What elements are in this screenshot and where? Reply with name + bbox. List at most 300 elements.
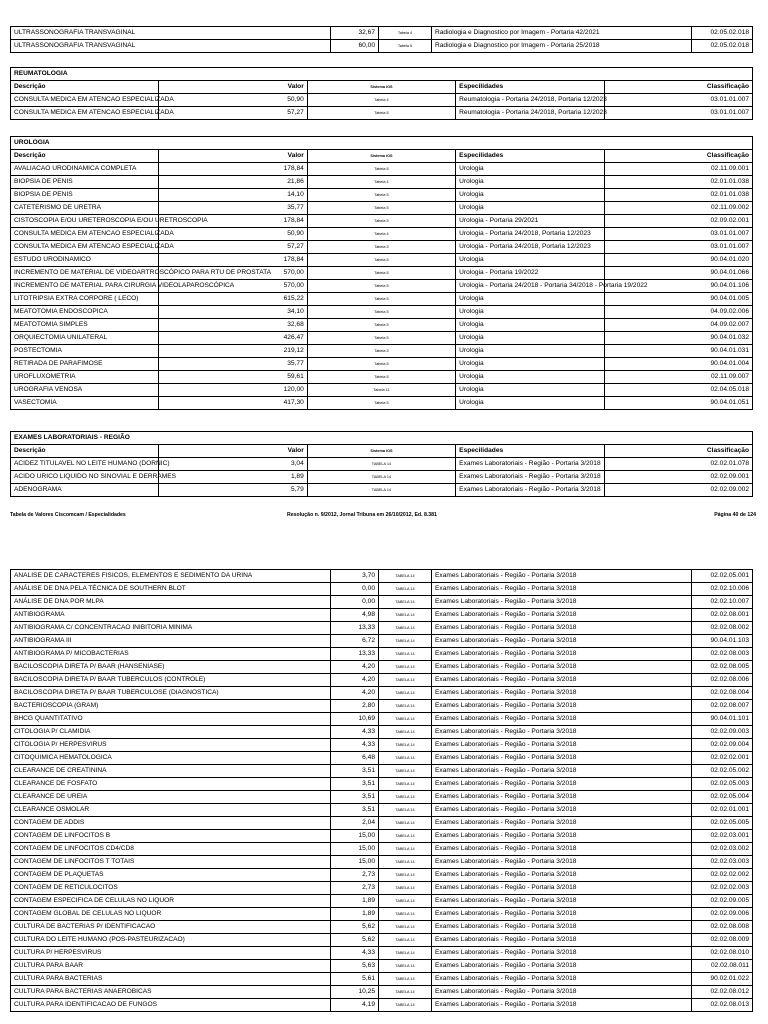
cell-descricao: CULTURA PARA BACTERIAS ANAEROBICAS [11,986,331,999]
cell-valor: 4,19 [331,999,379,1012]
cell-tabela: Tabela 4 [307,176,455,189]
cell-descricao: CONTAGEM ESPECIFICA DE CELULAS NO LIQUOR [11,895,331,908]
cell-tabela: TABELA 14 [379,791,432,804]
table-row [11,739,753,752]
cell-valor: 1,89 [331,895,379,908]
table-row [11,397,753,410]
cell-especialidades: Exames Laboratoriais - Região - Portaria 3/2018 [432,791,692,804]
cell-especialidades: Exames Laboratoriais - Região - Portaria 3/2018 [432,765,692,778]
cell-tabela: TABELA 14 [379,661,432,674]
cell-descricao: CONSULTA MEDICA EM ATENCAO ESPECIALIZADA [11,228,159,241]
table-row [11,40,753,53]
cell-tabela: Tabela 5 [307,189,455,202]
cell-especialidades: Exames Laboratoriais - Região - Portaria 3/2018 [432,739,692,752]
cell-valor: 219,12 [159,345,307,358]
cell-descricao: ACIDO URICO LIQUIDO NO SINOVIAL E DERRAMES [11,471,159,484]
cell-tabela: TABELA 14 [379,739,432,752]
table-row [11,960,753,973]
table-row [11,228,753,241]
cell-tabela: TABELA 14 [379,817,432,830]
cell-valor: 32,67 [331,27,379,40]
cell-classificacao: 03.01.01.007 [604,107,752,120]
table-row [11,648,753,661]
cell-especialidades: Urologia [456,293,604,306]
table-row [11,94,753,107]
cell-valor: 35,77 [159,358,307,371]
cell-valor: 3,04 [159,458,307,471]
cell-valor: 615,22 [159,293,307,306]
cell-classificacao: 03.01.01.007 [604,228,752,241]
cell-descricao: BIOPSIA DE PENIS [11,189,159,202]
cell-classificacao: 02.02.01.001 [692,804,753,817]
cell-classificacao: 02.02.08.001 [692,609,753,622]
cell-tabela: TABELA 14 [379,973,432,986]
cell-classificacao: 02.02.08.011 [692,960,753,973]
cell-tabela: TABELA 14 [307,458,455,471]
cell-tabela: Tabela 5 [307,280,455,293]
table-row [11,163,753,176]
cell-descricao: CULTURA DE BACTERIAS P/ IDENTIFICACAO [11,921,331,934]
cell-tabela: TABELA 14 [379,596,432,609]
table-reumatologia [10,67,753,120]
cell-especialidades: Urologia [456,306,604,319]
cell-valor: 2,04 [331,817,379,830]
cell-descricao: BACILOSCOPIA DIRETA P/ BAAR TUBERCULOS (CONTROLE) [11,674,331,687]
cell-valor: 15,00 [331,830,379,843]
cell-tabela: TABELA 14 [379,687,432,700]
cell-valor: 3,51 [331,791,379,804]
cell-descricao: CONTAGEM DE LINFOCITOS T TOTAIS [11,856,331,869]
table-row [11,570,753,583]
cell-especialidades: Exames Laboratoriais - Região - Portaria 3/2018 [432,921,692,934]
cell-valor: 4,33 [331,739,379,752]
cell-especialidades: Exames Laboratoriais - Região - Portaria 3/2018 [456,484,604,497]
cell-classificacao: 02.02.02.002 [692,869,753,882]
header-descricao: Descrição [11,445,159,458]
cell-valor: 3,70 [331,570,379,583]
cell-especialidades: Exames Laboratoriais - Região - Portaria 3/2018 [432,635,692,648]
table-row [11,345,753,358]
table-row [11,973,753,986]
cell-classificacao: 02.02.08.003 [692,648,753,661]
cell-tabela: TABELA 14 [379,856,432,869]
cell-descricao: CONTAGEM GLOBAL DE CELULAS NO LIQUOR [11,908,331,921]
cell-classificacao: 02.02.03.003 [692,856,753,869]
cell-classificacao: 02.02.08.009 [692,934,753,947]
cell-descricao: ACIDEZ TITULAVEL NO LEITE HUMANO (DORNIC) [11,458,159,471]
cell-classificacao: 02.02.08.007 [692,700,753,713]
cell-especialidades: Exames Laboratoriais - Região - Portaria 3/2018 [432,869,692,882]
cell-classificacao: 02.02.02.003 [692,882,753,895]
cell-tabela: Tabela 5 [307,358,455,371]
cell-valor: 178,84 [159,163,307,176]
cell-especialidades: Exames Laboratoriais - Região - Portaria 3/2018 [432,856,692,869]
cell-especialidades: Exames Laboratoriais - Região - Portaria 3/2018 [432,700,692,713]
cell-tabela: TABELA 14 [379,570,432,583]
cell-valor: 0,00 [331,583,379,596]
table-row [11,484,753,497]
cell-classificacao: 02.02.08.013 [692,999,753,1012]
table-header-row [11,150,753,163]
cell-tabela: Tabela 5 [307,371,455,384]
cell-especialidades: Reumatologia - Portaria 24/2018, Portaria 12/2023 [456,107,604,120]
table-row [11,817,753,830]
cell-descricao: BIOPSIA DE PENIS [11,176,159,189]
header-especialidades: Especilidades [456,81,604,94]
cell-tabela: Tabela 5 [307,267,455,280]
footer-center: Resolução n. 9/2012, Jornal Tribuna em 26/10/2012, Ed. 8.381 [287,512,437,518]
cell-especialidades: Exames Laboratoriais - Região - Portaria 3/2018 [432,661,692,674]
cell-tabela: TABELA 14 [379,986,432,999]
table-row [11,661,753,674]
cell-tabela: TABELA 14 [379,908,432,921]
table-row [11,635,753,648]
cell-valor: 50,90 [159,94,307,107]
cell-valor: 4,20 [331,674,379,687]
cell-tabela: TABELA 14 [379,752,432,765]
header-sistema: Sistema IOS [307,150,455,163]
cell-especialidades: Urologia [456,397,604,410]
cell-valor: 13,33 [331,622,379,635]
cell-tabela: TABELA 14 [379,830,432,843]
cell-valor: 1,89 [331,908,379,921]
cell-especialidades: Exames Laboratoriais - Região - Portaria 3/2018 [432,830,692,843]
cell-valor: 5,61 [331,973,379,986]
table-row [11,895,753,908]
cell-especialidades: Exames Laboratoriais - Região - Portaria 3/2018 [432,570,692,583]
cell-valor: 32,68 [159,319,307,332]
table-row [11,986,753,999]
cell-descricao: CLEARANCE OSMOLAR [11,804,331,817]
cell-tabela: TABELA 14 [379,622,432,635]
table-row [11,241,753,254]
cell-descricao: CULTURA DO LEITE HUMANO (POS-PASTEURIZACAO) [11,934,331,947]
cell-descricao: RETIRADA DE PARAFIMOSE [11,358,159,371]
cell-classificacao: 02.02.08.004 [692,687,753,700]
cell-classificacao: 03.01.01.007 [604,94,752,107]
cell-descricao: POSTECTOMIA [11,345,159,358]
cell-valor: 50,90 [159,228,307,241]
footer-page-number: Página 40 de 124 [714,512,756,518]
cell-classificacao: 03.01.01.007 [604,241,752,254]
cell-classificacao: 02.02.01.078 [604,458,752,471]
cell-classificacao: 04.09.02.006 [604,306,752,319]
cell-especialidades: Urologia [456,345,604,358]
cell-tabela: Tabela 4 [307,94,455,107]
cell-descricao: LITOTRIPSIA EXTRA CORPORE ( LECO) [11,293,159,306]
cell-especialidades: Urologia [456,254,604,267]
header-especialidades: Especilidades [456,150,604,163]
cell-classificacao: 02.02.05.003 [692,778,753,791]
cell-especialidades: Urologia - Portaria 24/2018 - Portaria 34/2018 - Portaria 19/2022 [456,280,604,293]
table-header-row [11,445,753,458]
cell-valor: 2,73 [331,869,379,882]
table-continuation [10,26,753,53]
cell-tabela: TABELA 14 [379,869,432,882]
cell-descricao: ESTUDO URODINAMICO [11,254,159,267]
cell-tabela: Tabela 5 [307,345,455,358]
cell-classificacao: 02.11.09.001 [604,163,752,176]
cell-valor: 60,00 [331,40,379,53]
cell-especialidades: Exames Laboratoriais - Região - Portaria 3/2018 [432,986,692,999]
table-exames-laboratoriais [10,431,753,497]
table-row [11,176,753,189]
cell-especialidades: Exames Laboratoriais - Região - Portaria 3/2018 [456,471,604,484]
table-row [11,726,753,739]
cell-valor: 4,20 [331,661,379,674]
cell-valor: 57,27 [159,107,307,120]
cell-valor: 570,00 [159,267,307,280]
table-row [11,202,753,215]
table-row [11,674,753,687]
table-row [11,267,753,280]
cell-tabela: Tabela 4 [379,27,432,40]
cell-descricao: MEATOTOMIA ENDOSCOPICA [11,306,159,319]
table-row [11,319,753,332]
table-row [11,215,753,228]
cell-tabela: TABELA 14 [379,960,432,973]
header-classificacao: Classificação [604,81,752,94]
cell-descricao: CLEARANCE DE FOSFATO [11,778,331,791]
cell-descricao: CULTURA PARA BACTERIAS [11,973,331,986]
cell-classificacao: 02.01.01.038 [604,176,752,189]
table-row [11,107,753,120]
cell-descricao: ULTRASSONOGRAFIA TRANSVAGINAL [11,40,331,53]
cell-valor: 5,79 [159,484,307,497]
cell-classificacao: 02.02.05.004 [692,791,753,804]
cell-descricao: ULTRASSONOGRAFIA TRANSVAGINAL [11,27,331,40]
cell-valor: 4,98 [331,609,379,622]
section-title: REUMATOLOGIA [11,68,753,81]
cell-especialidades: Exames Laboratoriais - Região - Portaria 3/2018 [432,583,692,596]
cell-classificacao: 02.01.01.038 [604,189,752,202]
cell-descricao: ANTIBIOGRAMA [11,609,331,622]
cell-tabela: Tabela 5 [307,332,455,345]
cell-especialidades: Urologia - Portaria 24/2018, Portaria 12/2023 [456,241,604,254]
cell-descricao: INCREMENTO DE MATERIAL PARA CIRURGIA VIDEOLAPAROSCÓPICA [11,280,159,293]
cell-especialidades: Exames Laboratoriais - Região - Portaria 3/2018 [432,999,692,1012]
table-row [11,713,753,726]
cell-valor: 178,84 [159,254,307,267]
cell-classificacao: 02.02.09.001 [604,471,752,484]
cell-especialidades: Exames Laboratoriais - Região - Portaria 3/2018 [432,804,692,817]
header-classificacao: Classificação [604,150,752,163]
table-row [11,306,753,319]
cell-classificacao: 02.02.08.008 [692,921,753,934]
table-row [11,384,753,397]
cell-descricao: CONSULTA MEDICA EM ATENCAO ESPECIALIZADA [11,241,159,254]
cell-valor: 570,00 [159,280,307,293]
cell-descricao: UROGRAFIA VENOSA [11,384,159,397]
table-row [11,908,753,921]
cell-especialidades: Exames Laboratoriais - Região - Portaria 3/2018 [432,947,692,960]
cell-tabela: TABELA 14 [379,583,432,596]
cell-classificacao: 02.02.09.004 [692,739,753,752]
table-row [11,947,753,960]
cell-especialidades: Urologia [456,332,604,345]
cell-especialidades: Exames Laboratoriais - Região - Portaria 3/2018 [432,713,692,726]
cell-classificacao: 02.05.02.018 [692,40,753,53]
cell-descricao: BACTERIOSCOPIA (GRAM) [11,700,331,713]
cell-descricao: CONTAGEM DE PLAQUETAS [11,869,331,882]
cell-tabela: Tabela 5 [307,107,455,120]
section-title: EXAMES LABORATORIAIS - REGIÃO [11,432,753,445]
cell-especialidades: Urologia [456,371,604,384]
table-row [11,999,753,1012]
cell-especialidades: Exames Laboratoriais - Região - Portaria 3/2018 [432,908,692,921]
cell-tabela: Tabela 5 [307,215,455,228]
cell-classificacao: 04.09.02.007 [604,319,752,332]
cell-descricao: BACILOSCOPIA DIRETA P/ BAAR TUBERCULOSE (DIAGNOSTICA) [11,687,331,700]
header-descricao: Descrição [11,81,159,94]
cell-valor: 5,63 [331,960,379,973]
cell-descricao: ANTIBIOGRAMA P/ MICOBACTERIAS [11,648,331,661]
cell-tabela: Tabela 5 [307,293,455,306]
cell-classificacao: 90.04.01.101 [692,713,753,726]
cell-descricao: CITOLOGIA P/ CLAMIDIA [11,726,331,739]
cell-tabela: TABELA 14 [379,843,432,856]
cell-valor: 2,73 [331,882,379,895]
cell-tabela: TABELA 14 [379,804,432,817]
table-row [11,280,753,293]
cell-valor: 6,72 [331,635,379,648]
header-especialidades: Especilidades [456,445,604,458]
cell-classificacao: 02.02.05.001 [692,570,753,583]
cell-classificacao: 02.02.03.002 [692,843,753,856]
cell-valor: 3,51 [331,804,379,817]
cell-descricao: CLEARANCE DE CREATININA [11,765,331,778]
cell-especialidades: Urologia - Portaria 24/2018, Portaria 12/2023 [456,228,604,241]
table-row [11,934,753,947]
table-row [11,371,753,384]
cell-classificacao: 02.02.05.002 [692,765,753,778]
cell-valor: 10,69 [331,713,379,726]
cell-tabela: Tabela 5 [307,202,455,215]
cell-classificacao: 02.02.08.002 [692,622,753,635]
cell-descricao: ANTIBIOGRAMA C/ CONCENTRACAO INIBITORIA MINIMA [11,622,331,635]
cell-classificacao: 02.02.08.005 [692,661,753,674]
header-sistema: Sistema IOS [307,81,455,94]
cell-descricao: CONSULTA MEDICA EM ATENCAO ESPECIALIZADA [11,94,159,107]
cell-descricao: CONTAGEM DE RETICULOCITOS [11,882,331,895]
cell-tabela: Tabela 5 [307,397,455,410]
cell-valor: 178,84 [159,215,307,228]
cell-especialidades: Radiologia e Diagnostico por Imagem - Portaria 42/2021 [432,27,692,40]
cell-classificacao: 90.04.01.103 [692,635,753,648]
cell-especialidades: Urologia [456,384,604,397]
table-row [11,583,753,596]
cell-valor: 5,62 [331,921,379,934]
cell-classificacao: 02.02.10.006 [692,583,753,596]
cell-valor: 4,33 [331,726,379,739]
cell-tabela: Tabela 5 [307,254,455,267]
cell-valor: 0,00 [331,596,379,609]
cell-especialidades: Exames Laboratoriais - Região - Portaria 3/2018 [432,960,692,973]
cell-especialidades: Exames Laboratoriais - Região - Portaria 3/2018 [432,843,692,856]
cell-descricao: VASECTOMIA [11,397,159,410]
cell-tabela: TABELA 14 [379,778,432,791]
table-header-row [11,81,753,94]
cell-descricao: CONTAGEM DE LINFOCITOS CD4/CD8 [11,843,331,856]
cell-especialidades: Urologia - Portaria 29/2021 [456,215,604,228]
table-row [11,856,753,869]
cell-classificacao: 90.04.01.031 [604,345,752,358]
table-row [11,791,753,804]
cell-valor: 417,30 [159,397,307,410]
cell-tabela: TABELA 14 [379,609,432,622]
cell-classificacao: 90.04.01.005 [604,293,752,306]
cell-valor: 5,62 [331,934,379,947]
table-row [11,293,753,306]
cell-classificacao: 02.02.08.010 [692,947,753,960]
cell-descricao: CULTURA PARA BAAR [11,960,331,973]
cell-descricao: ANALISE DE CARACTERES FISICOS, ELEMENTOS E SEDIMENTO DA URINA [11,570,331,583]
table-row [11,622,753,635]
cell-especialidades: Urologia [456,189,604,202]
cell-descricao: CONSULTA MEDICA EM ATENCAO ESPECIALIZADA [11,107,159,120]
table-row [11,778,753,791]
cell-tabela: TABELA 14 [379,882,432,895]
table-row [11,765,753,778]
cell-especialidades: Radiologia e Diagnostico por Imagem - Portaria 25/2018 [432,40,692,53]
cell-descricao: BACILOSCOPIA DIRETA P/ BAAR (HANSENIASE) [11,661,331,674]
cell-valor: 14,10 [159,189,307,202]
cell-tabela: TABELA 14 [379,635,432,648]
cell-especialidades: Reumatologia - Portaria 24/2018, Portaria 12/2023 [456,94,604,107]
cell-tabela: TABELA 14 [379,765,432,778]
cell-especialidades: Urologia [456,163,604,176]
cell-valor: 6,48 [331,752,379,765]
cell-especialidades: Exames Laboratoriais - Região - Portaria 3/2018 [432,817,692,830]
table-row [11,687,753,700]
cell-especialidades: Exames Laboratoriais - Região - Portaria 3/2018 [432,752,692,765]
cell-tabela: Tabela 11 [307,384,455,397]
cell-valor: 21,86 [159,176,307,189]
table-row [11,471,753,484]
table-row [11,358,753,371]
cell-descricao: ANÁLISE DE DNA PELA TÉCNICA DE SOUTHERN BLOT [11,583,331,596]
cell-especialidades: Urologia [456,176,604,189]
cell-classificacao: 02.02.08.006 [692,674,753,687]
cell-valor: 2,80 [331,700,379,713]
cell-descricao: ANTIBIOGRAMA III [11,635,331,648]
header-valor: Valor [159,81,307,94]
cell-valor: 57,27 [159,241,307,254]
cell-valor: 59,61 [159,371,307,384]
table-urologia [10,136,753,410]
cell-especialidades: Exames Laboratoriais - Região - Portaria 3/2018 [432,648,692,661]
cell-descricao: MEATOTOMIA SIMPLES [11,319,159,332]
table-row [11,843,753,856]
cell-tabela: TABELA 14 [379,726,432,739]
table-row [11,189,753,202]
table-row [11,596,753,609]
header-classificacao: Classificação [604,445,752,458]
cell-classificacao: 90.04.01.066 [604,267,752,280]
cell-especialidades: Exames Laboratoriais - Região - Portaria 3/2018 [456,458,604,471]
cell-descricao: ORQUIECTOMIA UNILATERAL [11,332,159,345]
cell-descricao: CITOLOGIA P/ HERPESVIRUS [11,739,331,752]
cell-tabela: TABELA 14 [307,484,455,497]
cell-especialidades: Urologia - Portaria 19/2022 [456,267,604,280]
cell-especialidades: Urologia [456,202,604,215]
table-row [11,921,753,934]
cell-especialidades: Exames Laboratoriais - Região - Portaria 3/2018 [432,895,692,908]
cell-classificacao: 02.02.03.001 [692,830,753,843]
table-row [11,700,753,713]
cell-classificacao: 02.11.09.007 [604,371,752,384]
cell-tabela: TABELA 14 [379,700,432,713]
